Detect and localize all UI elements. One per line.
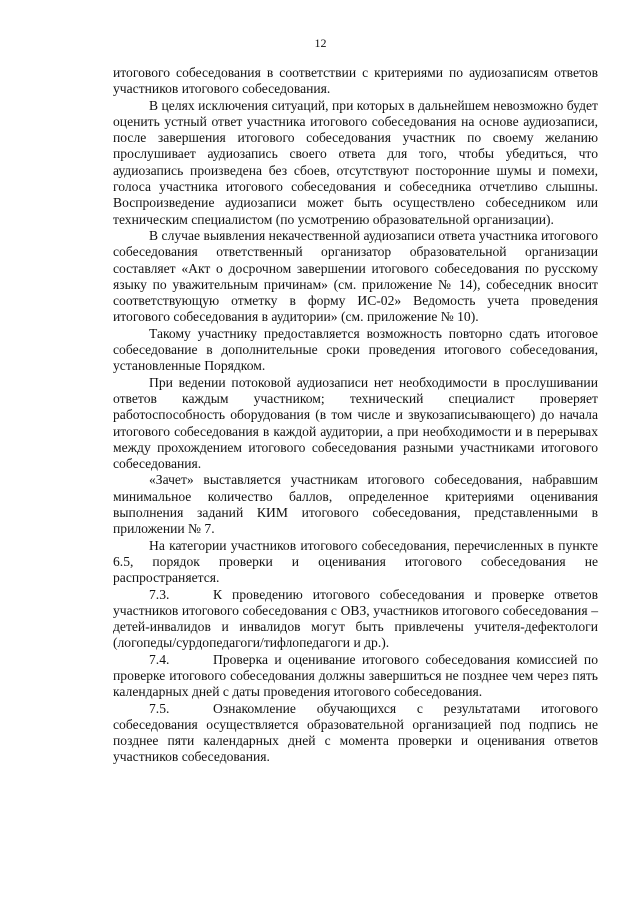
clause-number: 7.3. [149, 586, 170, 602]
clause-text: Ознакомление обучающихся с результатами итогового собеседования осуществляется образовательной организацией под подпись не позднее пяти календарных дней с момента проверки и оценивания ответов участников собеседования. [113, 700, 598, 765]
clause-text: К проведению итогового собеседования и проверке ответов участников итогового собеседования с ОВЗ, участников итогового собеседования – детей-инвалидов и инвалидов могут быть привлечены учителя-дефектологи (логопеды/сурдопедагоги/тифлопедагоги и др.). [113, 586, 598, 651]
paragraph-pass-criteria: «Зачет» выставляется участникам итогового собеседования, набравшим минимальное количество баллов, определенное критериями оценивания выполнения заданий КИМ итогового собеседования, представленными в приложении № 7. [113, 472, 598, 537]
paragraph-streaming-recording: При ведении потоковой аудиозаписи нет необходимости в прослушивании ответов каждым участником; технический специалист проверяет работоспособность оборудования (в том числе и звукозаписывающего) до начала итогового собеседования в каждой аудитории, а при необходимости и в перерывах между прохождением итогового собеседования разными участниками итогового собеседования. [113, 374, 598, 472]
paragraph-continuation: итогового собеседования в соответствии с критериями по аудиозаписям ответов участников итогового собеседования. [113, 65, 598, 97]
paragraph-exemption: На категории участников итогового собеседования, перечисленных в пункте 6.5, порядок проверки и оценивания итогового собеседования не распространяется. [113, 537, 598, 586]
paragraph-poor-recording: В случае выявления некачественной аудиозаписи ответа участника итогового собеседования ответственный организатор образовательной организации составляет «Акт о досрочном завершении итогового собеседования по русскому языку по уважительным причинам» (см. приложение № 14), собеседник вносит соответствующую отметку в форму ИС-02» Ведомость учета проведения итогового собеседования в аудитории» (см. приложение № 10). [113, 227, 598, 325]
clause-7-5 [113, 701, 598, 766]
paragraph-audio-check: В целях исключения ситуаций, при которых в дальнейшем невозможно будет оценить устный ответ участника итогового собеседования на основе аудиозаписи, после завершения итогового собеседования участник по своему желанию прослушивает аудиозапись своего ответа для того, чтобы убедиться, что аудиозапись произведена без сбоев, отсутствуют посторонние шумы и помехи, голоса участника итогового собеседования и собеседника отчетливо слышны. Воспроизведение аудиозаписи может быть осуществлено собеседником или техническим специалистом (по усмотрению образовательной организации). [113, 97, 598, 227]
clause-7-3 [113, 587, 598, 652]
clause-number: 7.5. [149, 700, 170, 716]
clause-7-4 [113, 652, 598, 701]
body-text [113, 65, 598, 766]
page-number: 12 [314, 36, 327, 50]
paragraph-retake: Такому участнику предоставляется возможность повторно сдать итоговое собеседование в дополнительные сроки проведения итогового собеседования, установленные Порядком. [113, 325, 598, 374]
clause-text: Проверка и оценивание итогового собеседования комиссией по проверке итогового собеседования должны завершиться не позднее чем через пять календарных дней с даты проведения итогового собеседования. [113, 651, 598, 700]
clause-number: 7.4. [149, 651, 170, 667]
